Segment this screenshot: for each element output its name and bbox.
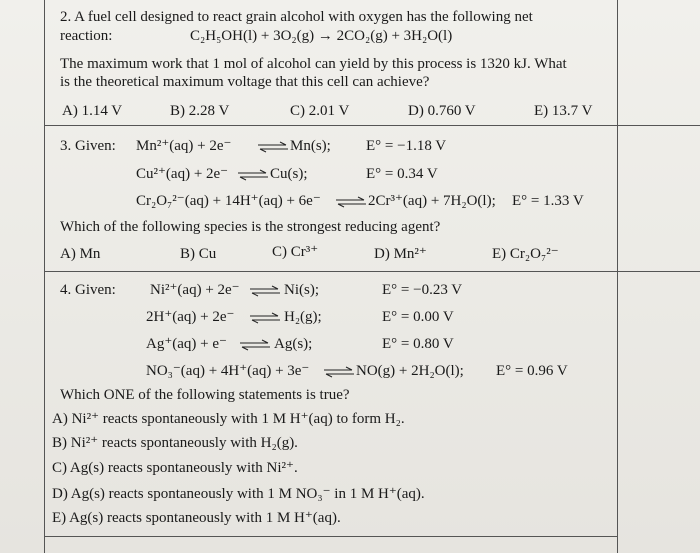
q2-line4: is the theoretical maximum voltage that this cell can achieve?: [60, 74, 430, 90]
q2-choice-d: D) 0.760 V: [408, 103, 476, 119]
q4-r4-right: NO(g) + 2H₂O(l);: [356, 363, 464, 379]
q3-r2-e: E° = 0.34 V: [366, 166, 438, 182]
q2-choice-e: E) 13.7 V: [534, 103, 593, 119]
q2-line3: The maximum work that 1 mol of alcohol can yield by this process is 1320 kJ. What: [60, 56, 567, 72]
q3-given-label: 3. Given:: [60, 138, 116, 154]
q3-r1-e: E° = −1.18 V: [366, 138, 447, 154]
equilibrium-arrow-icon: [238, 169, 264, 181]
equilibrium-arrow-icon: [250, 285, 276, 297]
table-right-border: [617, 0, 618, 553]
q4-r2-e: E° = 0.00 V: [382, 309, 454, 325]
q3-question: Which of the following species is the strongest reducing agent?: [60, 219, 441, 235]
q4-question: Which ONE of the following statements is true?: [60, 387, 350, 403]
q2-reaction-label: reaction:: [60, 28, 113, 44]
equilibrium-arrow-icon: [324, 366, 350, 378]
q4-r4-e: E° = 0.96 V: [496, 363, 568, 379]
q3-r1-left: Mn²⁺(aq) + 2e⁻: [136, 138, 232, 154]
q2-line1: 2. A fuel cell designed to react grain alcohol with oxygen has the following net: [60, 9, 533, 25]
q3-choice-e: E) Cr₂O₇²⁻: [492, 246, 559, 262]
q4-r3-right: Ag(s);: [274, 336, 313, 352]
q4-r4-left: NO₃⁻(aq) + 4H⁺(aq) + 3e⁻: [146, 363, 310, 379]
q4-choice-e: E) Ag(s) reacts spontaneously with 1 M H⁺(aq).: [52, 510, 341, 526]
q3-r2-left: Cu²⁺(aq) + 2e⁻: [136, 166, 229, 182]
equilibrium-arrow-icon: [258, 141, 284, 153]
q3-r2-right: Cu(s);: [270, 166, 308, 182]
q4-r3-e: E° = 0.80 V: [382, 336, 454, 352]
q2-reaction: C₂H₅OH(l) + 3O₂(g) → 2CO₂(g) + 3H₂O(l): [190, 28, 453, 44]
q4-choice-d: D) Ag(s) reacts spontaneously with 1 M NO₃⁻ in 1 M H⁺(aq).: [52, 486, 425, 502]
equilibrium-arrow-icon: [336, 196, 362, 208]
table-bottom-border: [44, 536, 618, 537]
equilibrium-arrow-icon: [250, 312, 276, 324]
q3-r3-right: 2Cr³⁺(aq) + 7H₂O(l);: [368, 193, 496, 209]
q3-r3-left: Cr₂O₇²⁻(aq) + 14H⁺(aq) + 6e⁻: [136, 193, 321, 209]
q4-choice-a: A) Ni²⁺ reacts spontaneously with 1 M H⁺(aq) to form H₂.: [52, 411, 405, 427]
q3-choice-b: B) Cu: [180, 246, 217, 262]
q3-r3-e: E° = 1.33 V: [512, 193, 584, 209]
q4-r1-left: Ni²⁺(aq) + 2e⁻: [150, 282, 240, 298]
equilibrium-arrow-icon: [240, 339, 266, 351]
q4-choice-c: C) Ag(s) reacts spontaneously with Ni²⁺.: [52, 460, 298, 476]
q4-r2-right: H₂(g);: [284, 309, 322, 325]
q3-choice-a: A) Mn: [60, 246, 101, 262]
q4-r2-left: 2H⁺(aq) + 2e⁻: [146, 309, 235, 325]
divider-q2-q3: [44, 125, 700, 126]
q3-r1-right: Mn(s);: [290, 138, 331, 154]
q2-choice-a: A) 1.14 V: [62, 103, 123, 119]
q3-choice-c: C) Cr³⁺: [272, 244, 319, 260]
q4-r3-left: Ag⁺(aq) + e⁻: [146, 336, 227, 352]
q2-choice-b: B) 2.28 V: [170, 103, 230, 119]
q2-choice-c: C) 2.01 V: [290, 103, 350, 119]
divider-q3-q4: [44, 271, 700, 272]
table-left-border: [44, 0, 45, 553]
q4-r1-e: E° = −0.23 V: [382, 282, 463, 298]
q4-given-label: 4. Given:: [60, 282, 116, 298]
q4-choice-b: B) Ni²⁺ reacts spontaneously with H₂(g).: [52, 435, 298, 451]
q4-r1-right: Ni(s);: [284, 282, 319, 298]
q3-choice-d: D) Mn²⁺: [374, 246, 427, 262]
